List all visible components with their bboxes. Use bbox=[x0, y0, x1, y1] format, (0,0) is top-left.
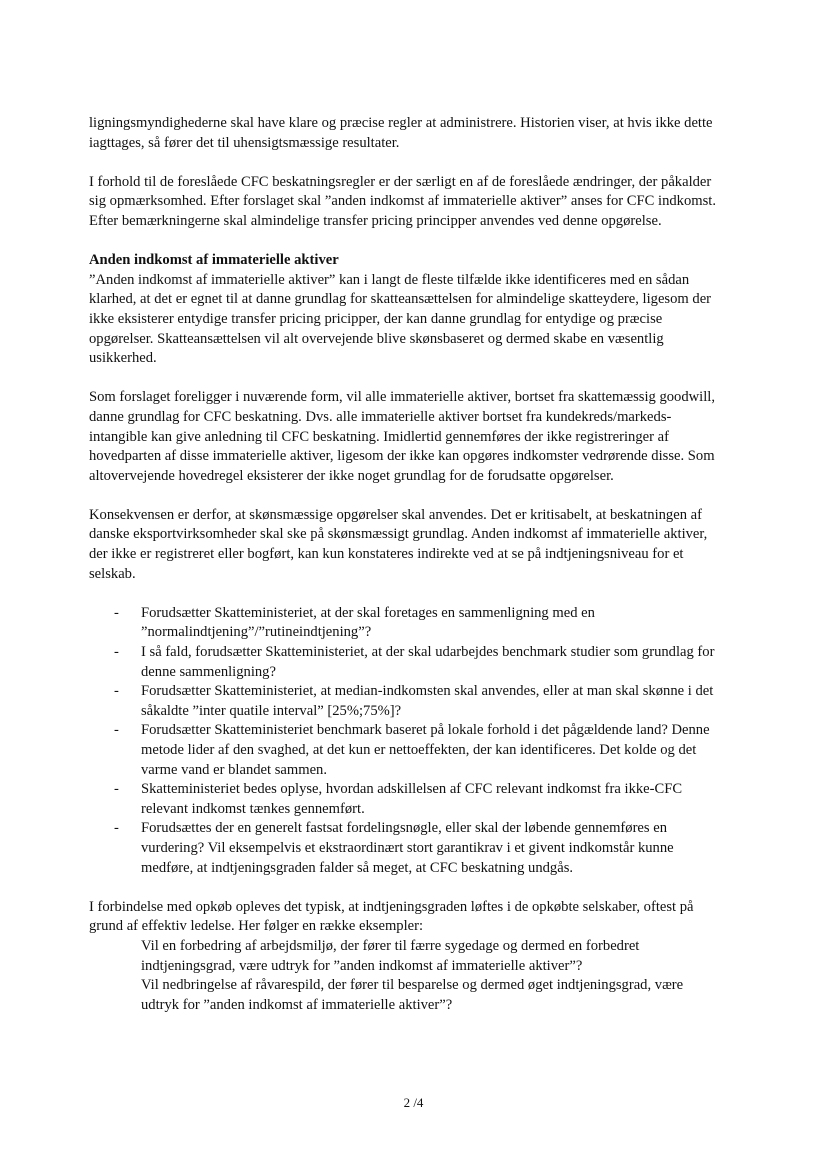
paragraph-identification: ”Anden indkomst af immaterielle aktiver” kan i langt de fleste tilfælde ikke identificeres med en sådan klarhed, at det er egnet til at danne grundlag for skatteansættelsen for almindelige skatteydere, ligesom der ikke eksisterer entydige transfer pricing pricipper, der kan danne grundlag for entydige og præcise opgørelser. Skatteansættelsen vil alt overvejende blive skønsbaseret og dermed skabe en væsentlig usikkerhed. bbox=[89, 271, 712, 367]
page-number: 2 /4 bbox=[403, 1095, 424, 1110]
list-item-text: Forudsættes der en generelt fastsat fordelingsnøgle, eller skal der løbende gennemføres en vurdering? Vil eksempelvis et ekstraordinært stort garantikrav i et givent indkomstår kunne medføre, at indtjeningsgraden falder så meget, at CFC beskatning undgås. bbox=[141, 820, 674, 876]
list-item bbox=[89, 604, 721, 643]
section-heading: Anden indkomst af immaterielle aktiver bbox=[89, 252, 339, 269]
paragraph-intro-continuation: ligningsmyndighederne skal have klare og præcise regler at administrere. Historien viser, at hvis ikke dette iagttages, så fører det til uhensigtsmæssige resultater. bbox=[89, 115, 713, 151]
list-item-text: Skatteministeriet bedes oplyse, hvordan adskillelsen af CFC relevant indkomst fra ikke-CFC relevant indkomst tænkes gennemført. bbox=[141, 781, 683, 817]
dash-bullet-icon: - bbox=[114, 644, 119, 661]
paragraph-consequence: Konsekvensen er derfor, at skønsmæssige opgørelser skal anvendes. Det er kritisabelt, at beskatningen af danske eksportvirksomheder skal ske på skønsmæssigt grundlag. Anden indkomst af immaterielle aktiver, der ikke er registreret eller bogført, kan kun konstateres indirekte ved at se på indtjeningsniveau for et selskab. bbox=[89, 506, 708, 582]
list-item-text: Forudsætter Skatteministeriet, at median-indkomsten skal anvendes, eller at man skal skønne i det såkaldte ”inter quatile interval” [25%;75%]? bbox=[141, 683, 714, 719]
example-raw-material-waste: Vil nedbringelse af råvarespild, der fører til besparelse og dermed øget indtjeningsgrad, være udtryk for ”anden indkomst af immaterielle aktiver”? bbox=[141, 977, 684, 1013]
document-body bbox=[89, 114, 721, 1015]
dash-bullet-icon: - bbox=[114, 820, 119, 837]
list-item bbox=[89, 643, 721, 682]
dash-bullet-icon: - bbox=[114, 683, 119, 700]
dash-bullet-icon: - bbox=[114, 722, 119, 739]
section-intangible-income bbox=[89, 251, 721, 369]
question-list bbox=[89, 604, 721, 878]
dash-bullet-icon: - bbox=[114, 604, 119, 621]
list-item-text: Forudsætter Skatteministeriet, at der skal foretages en sammenligning med en ”normalindtjening”/”rutineindtjening”? bbox=[141, 604, 595, 641]
example-work-environment: Vil en forbedring af arbejdsmiljø, der fører til færre sygedage og dermed en forbedret indtjeningsgrad, være udtryk for ”anden indkomst af immaterielle aktiver”? bbox=[141, 937, 640, 974]
paragraph-acquisitions: I forbindelse med opkøb opleves det typisk, at indtjeningsgraden løftes i de opkøbte selskaber, oftest på grund af effektiv ledelse. Her følger en række eksempler: bbox=[89, 898, 694, 935]
list-item bbox=[89, 721, 721, 780]
paragraph-current-form: Som forslaget foreligger i nuværende form, vil alle immaterielle aktiver, bortset fra skattemæssig goodwill, danne grundlag for CFC beskatning. Dvs. alle immaterielle aktiver bortset fra kundekreds/markeds-intangible kan give anledning til CFC beskatning. Imidlertid gennemføres der ikke registreringer af hovedparten af disse immaterielle aktiver, ligesom der ikke kan opgøres indkomster vedrørende disse. Som altovervejende hovedregel eksisterer der ikke noget grundlag for de forudsatte opgørelser. bbox=[89, 389, 715, 484]
dash-bullet-icon: - bbox=[114, 781, 119, 798]
paragraph-cfc-proposal: I forhold til de foreslåede CFC beskatningsregler er der særligt en af de foreslåede ændringer, der påkalder sig opmærksomhed. Efter forslaget skal ”anden indkomst af immaterielle aktiver” anses for CFC indkomst. Efter bemærkningerne skal almindelige transfer pricing principper anvendes ved denne opgørelse. bbox=[89, 173, 716, 229]
list-item-text: Forudsætter Skatteministeriet benchmark baseret på lokale forhold i det pågældende land? Denne metode lider af den svaghed, at det kun er nettoeffekten, der kan identificeres. Det kolde og det varme vand er blandet sammen. bbox=[141, 722, 710, 778]
list-item bbox=[89, 682, 721, 721]
list-item bbox=[89, 819, 721, 878]
list-item bbox=[89, 780, 721, 819]
list-item-text: I så fald, forudsætter Skatteministeriet, at der skal udarbejdes benchmark studier som grundlag for denne sammenligning? bbox=[141, 644, 715, 680]
